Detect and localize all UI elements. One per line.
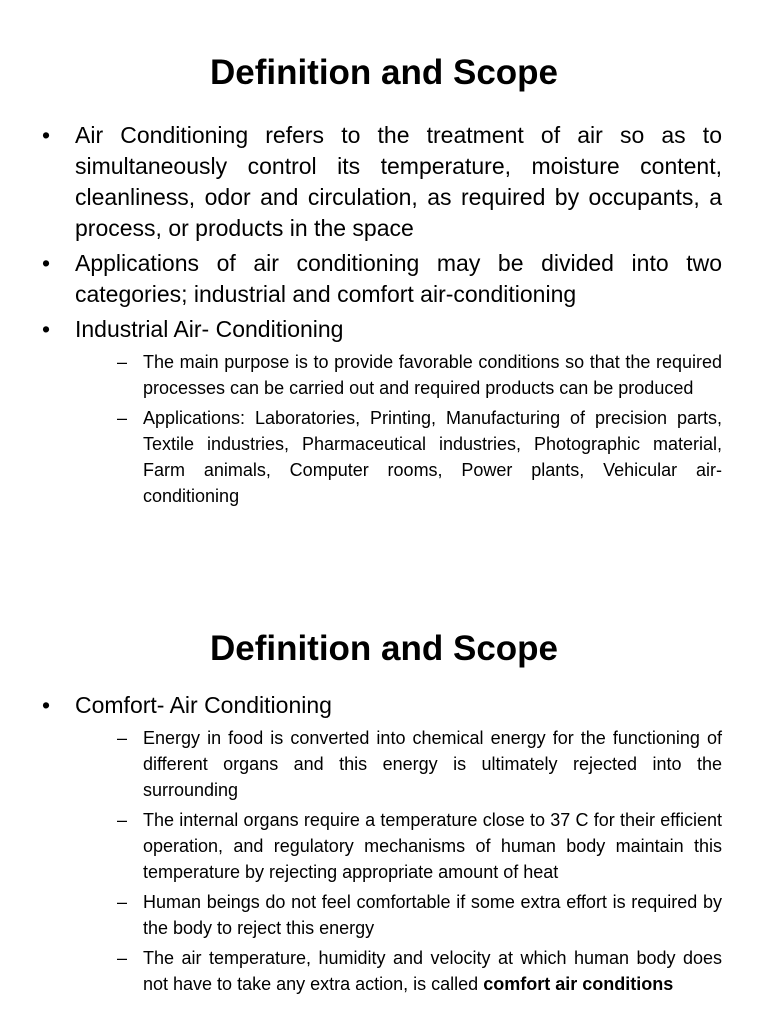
bullet-icon: • [42, 316, 51, 342]
slide-2 [0, 576, 768, 1024]
sub-bullet-list [75, 725, 722, 997]
sub-bullet-text [143, 948, 722, 994]
sub-bullet-text: Applications: Laboratories, Printing, Manufacturing of precision parts, Textile industries, Pharmaceutical industries, Photographic material, Farm animals, Computer rooms, Power plants, Vehicular air- conditioning [143, 408, 722, 506]
bullet-list [40, 120, 722, 509]
bullet-item [40, 690, 722, 997]
dash-icon: – [117, 408, 128, 428]
dash-icon: – [117, 948, 128, 968]
sub-bullet-item [75, 807, 722, 885]
sub-bullet-item [75, 889, 722, 941]
dash-icon: – [117, 810, 128, 830]
sub-bullet-text: The main purpose is to provide favorable conditions so that the required processes can be carried out and required products can be produced [143, 352, 722, 398]
sub-bullet-text-plain: The air temperature, humidity and velocity at which human body does not have to take any extra action, is called [143, 948, 722, 994]
slide-content [40, 120, 722, 513]
sub-bullet-item [75, 945, 722, 997]
bullet-icon: • [42, 122, 51, 148]
bullet-item [40, 314, 722, 509]
bullet-item [40, 120, 722, 244]
bullet-text: Industrial Air- Conditioning [75, 316, 344, 342]
bullet-text: Air Conditioning refers to the treatment of air so as to simultaneously control its temperature, moisture content, cleanliness, odor and circulation, as required by occupants, a process, or products in the space [75, 122, 722, 241]
bullet-icon: • [42, 692, 51, 718]
sub-bullet-list [75, 349, 722, 509]
slide-content [40, 690, 722, 1001]
sub-bullet-text: The internal organs require a temperature close to 37 C for their efficient operation, and regulatory mechanisms of human body maintain this temperature by rejecting appropriate amount of heat [143, 810, 722, 882]
bullet-icon: • [42, 250, 51, 276]
bullet-list [40, 690, 722, 997]
bullet-text: Applications of air conditioning may be divided into two categories; industrial and comfort air-conditioning [75, 250, 722, 307]
dash-icon: – [117, 892, 128, 912]
sub-bullet-text: Human beings do not feel comfortable if some extra effort is required by the body to reject this energy [143, 892, 722, 938]
slide-title: Definition and Scope [209, 629, 559, 668]
sub-bullet-text-bold: comfort air conditions [483, 974, 674, 994]
sub-bullet-text: Energy in food is converted into chemical energy for the functioning of different organs and this energy is ultimately rejected into the surrounding [143, 728, 722, 800]
sub-bullet-item [75, 405, 722, 509]
bullet-item [40, 248, 722, 310]
slide-title: Definition and Scope [209, 53, 559, 92]
dash-icon: – [117, 728, 128, 748]
bullet-text: Comfort- Air Conditioning [75, 692, 332, 718]
sub-bullet-item [75, 349, 722, 401]
dash-icon: – [117, 352, 128, 372]
sub-bullet-item [75, 725, 722, 803]
